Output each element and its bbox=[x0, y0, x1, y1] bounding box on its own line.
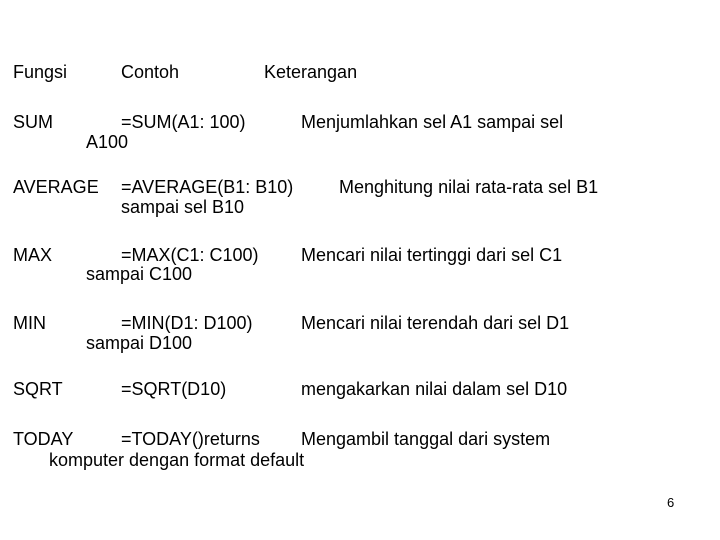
row-sqrt-fungsi: SQRT bbox=[13, 379, 63, 399]
row-max-contoh: =MAX(C1: C100) bbox=[121, 245, 259, 265]
row-min-contoh: =MIN(D1: D100) bbox=[121, 313, 253, 333]
row-min-fungsi: MIN bbox=[13, 313, 46, 333]
header-contoh: Contoh bbox=[121, 62, 180, 82]
row-average-wrap: sampai sel B10 bbox=[121, 197, 245, 217]
row-sum-contoh: =SUM(A1: 100) bbox=[121, 112, 246, 132]
row-max-fungsi: MAX bbox=[13, 245, 53, 265]
header-fungsi: Fungsi bbox=[13, 62, 68, 82]
row-average-fungsi: AVERAGE bbox=[13, 177, 99, 197]
row-sum-keterangan: Menjumlahkan sel A1 sampai sel bbox=[301, 112, 564, 132]
row-today-wrap: komputer dengan format default bbox=[49, 450, 305, 470]
row-sum-wrap: A100 bbox=[86, 132, 129, 152]
page-number: 6 bbox=[667, 495, 675, 510]
row-max-wrap: sampai C100 bbox=[86, 264, 193, 284]
row-average-keterangan: Menghitung nilai rata-rata sel B1 bbox=[339, 177, 599, 197]
row-min-wrap: sampai D100 bbox=[86, 333, 193, 353]
row-min-keterangan: Mencari nilai terendah dari sel D1 bbox=[301, 313, 570, 333]
row-sqrt-keterangan: mengakarkan nilai dalam sel D10 bbox=[301, 379, 568, 399]
row-today-keterangan: Mengambil tanggal dari system bbox=[301, 429, 551, 449]
row-max-keterangan: Mencari nilai tertinggi dari sel C1 bbox=[301, 245, 563, 265]
row-sum-fungsi: SUM bbox=[13, 112, 53, 132]
row-average-contoh: =AVERAGE(B1: B10) bbox=[121, 177, 294, 197]
row-sqrt-contoh: =SQRT(D10) bbox=[121, 379, 227, 399]
row-today-contoh: =TODAY()returns bbox=[121, 429, 260, 449]
header-keterangan: Keterangan bbox=[264, 62, 358, 82]
row-today-fungsi: TODAY bbox=[13, 429, 74, 449]
